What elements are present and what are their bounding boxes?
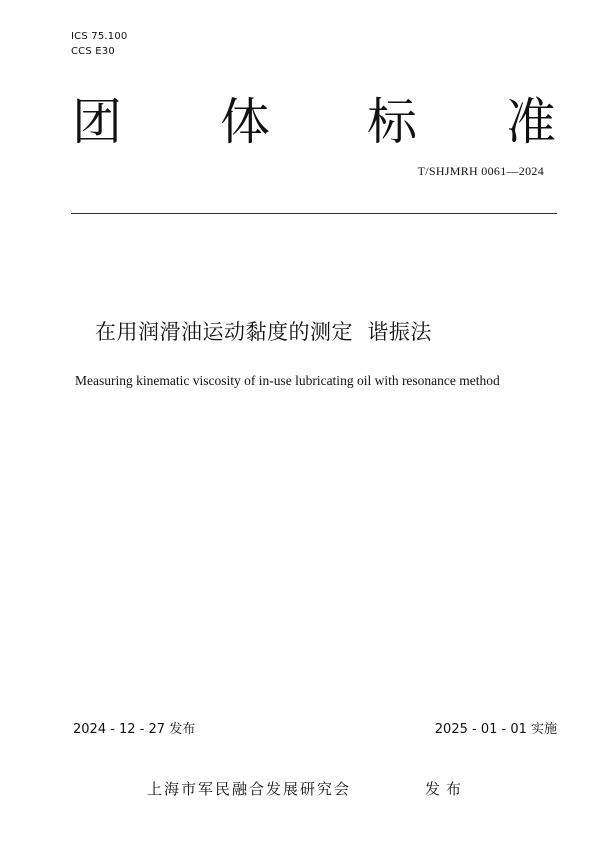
ccs-code: CCS E30	[71, 46, 115, 57]
header-title-char-4: 准	[506, 93, 556, 151]
document-title-chinese: 在用润滑油运动黏度的测定 谐振法	[95, 320, 432, 344]
header-divider	[71, 213, 557, 214]
implementation-date: 2025 - 01 - 01 实施	[434, 722, 557, 737]
header-title-char-2: 体	[220, 93, 270, 151]
publish-label: 发布	[425, 780, 468, 798]
publisher-name: 上海市军民融合发展研究会	[147, 780, 352, 798]
header-title-char-1: 团	[72, 93, 122, 151]
document-title-english: Measuring kinematic viscosity of in-use lubricating oil with resonance method	[75, 373, 500, 388]
issue-date: 2024 - 12 - 27 发布	[73, 722, 196, 737]
header-title-char-3: 标	[367, 93, 417, 151]
ics-code: ICS 75.100	[71, 31, 128, 42]
standard-number: T/SHJMRH 0061—2024	[417, 164, 544, 178]
